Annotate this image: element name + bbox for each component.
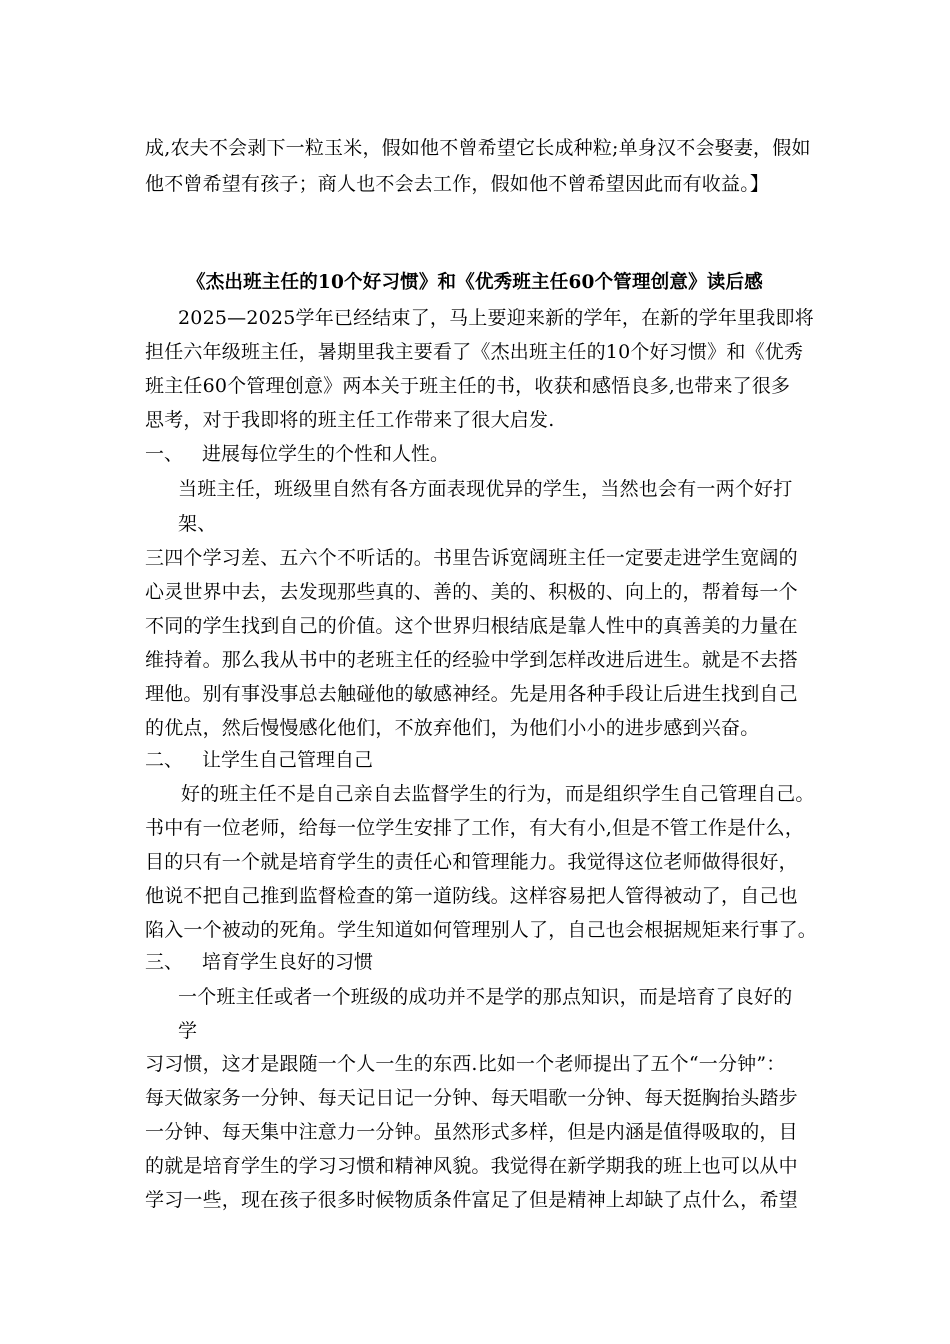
paragraph-line: 当班主任，班级里自然有各方面表现优异的学生，当然也会有一两个好打 xyxy=(178,478,793,500)
paragraph-line: 习习惯，这才是跟随一个人一生的东西.比如一个老师提出了五个“一分钟”： xyxy=(145,1053,786,1075)
paragraph-line: 他说不把自己推到监督检查的第一道防线。这样容易把人管得被动了，自己也 xyxy=(145,885,798,907)
paragraph-line: 思考，对于我即将的班主任工作带来了很大启发. xyxy=(145,409,555,431)
section-heading xyxy=(145,442,449,466)
section-number: 一、 xyxy=(145,443,184,465)
paragraph-line: 的优点，然后慢慢感化他们，不放弃他们，为他们小小的进步感到兴奋。 xyxy=(145,717,760,739)
paragraph-line: 心灵世界中去，去发现那些真的、善的、美的、积极的、向上的，帮着每一个 xyxy=(145,581,798,603)
article-title: 《杰出班主任的10个好习惯》和《优秀班主任60个管理创意》读后感 xyxy=(187,272,763,293)
paragraph-line: 架、 xyxy=(178,513,217,535)
section-heading-text: 让学生自己管理自己 xyxy=(202,749,374,771)
paragraph-line: 书中有一位老师，给每一位学生安排了工作，有大有小,但是不管工作是什么， xyxy=(145,817,805,839)
section-number: 三、 xyxy=(145,951,184,973)
paragraph-line: 不同的学生找到自己的价值。这个世界归根结底是靠人性中的真善美的力量在 xyxy=(145,615,798,637)
section-heading xyxy=(145,748,373,772)
section-heading-text: 进展每位学生的个性和人性。 xyxy=(202,443,450,465)
paragraph-line: 陷入一个被动的死角。学生知道如何管理别人了，自己也会根据规矩来行事了。 xyxy=(145,919,818,941)
paragraph-line: 理他。别有事没事总去触碰他的敏感神经。先是用各种手段让后进生找到自己 xyxy=(145,683,798,705)
paragraph-line: 目的只有一个就是培育学生的责任心和管理能力。我觉得这位老师做得很好， xyxy=(145,851,798,873)
paragraph-line: 学 xyxy=(178,1020,198,1042)
paragraph-line: 学习一些，现在孩子很多时候物质条件富足了但是精神上却缺了点什么，希望 xyxy=(145,1189,798,1211)
paragraph-line: 一分钟、每天集中注意力一分钟。虽然形式多样，但是内涵是值得吸取的，目 xyxy=(145,1121,798,1143)
paragraph-line: 班主任60个管理创意》两本关于班主任的书，收获和感悟良多,也带来了很多 xyxy=(145,375,791,397)
section-heading-text: 培育学生良好的习惯 xyxy=(202,951,374,973)
intro-line: 成,农夫不会剥下一粒玉米，假如他不曾希望它长成种粒;单身汉不会娶妻，假如 xyxy=(145,137,811,159)
section-number: 二、 xyxy=(145,749,184,771)
intro-line: 他不曾希望有孩子；商人也不会去工作，假如他不曾希望因此而有收益。】 xyxy=(145,173,770,195)
paragraph-line: 的就是培育学生的学习习惯和精神风貌。我觉得在新学期我的班上也可以从中 xyxy=(145,1155,798,1177)
paragraph-line: 好的班主任不是自己亲自去监督学生的行为，而是组织学生自己管理自己。 xyxy=(181,783,815,805)
paragraph-line: 担任六年级班主任，暑期里我主要看了《杰出班主任的10个好习惯》和《优秀 xyxy=(145,341,804,363)
paragraph-line: 一个班主任或者一个班级的成功并不是学的那点知识，而是培育了良好的 xyxy=(178,986,793,1008)
paragraph-line: 2025—2025学年已经结束了，马上要迎来新的学年，在新的学年里我即将 xyxy=(178,307,814,329)
paragraph-line: 三四个学习差、五六个不听话的。书里告诉宽阔班主任一定要走进学生宽阔的 xyxy=(145,547,798,569)
section-heading xyxy=(145,950,373,974)
paragraph-line: 维持着。那么我从书中的老班主任的经验中学到怎样改进后进生。就是不去搭 xyxy=(145,649,798,671)
paragraph-line: 每天做家务一分钟、每天记日记一分钟、每天唱歌一分钟、每天挺胸抬头踏步 xyxy=(145,1087,798,1109)
